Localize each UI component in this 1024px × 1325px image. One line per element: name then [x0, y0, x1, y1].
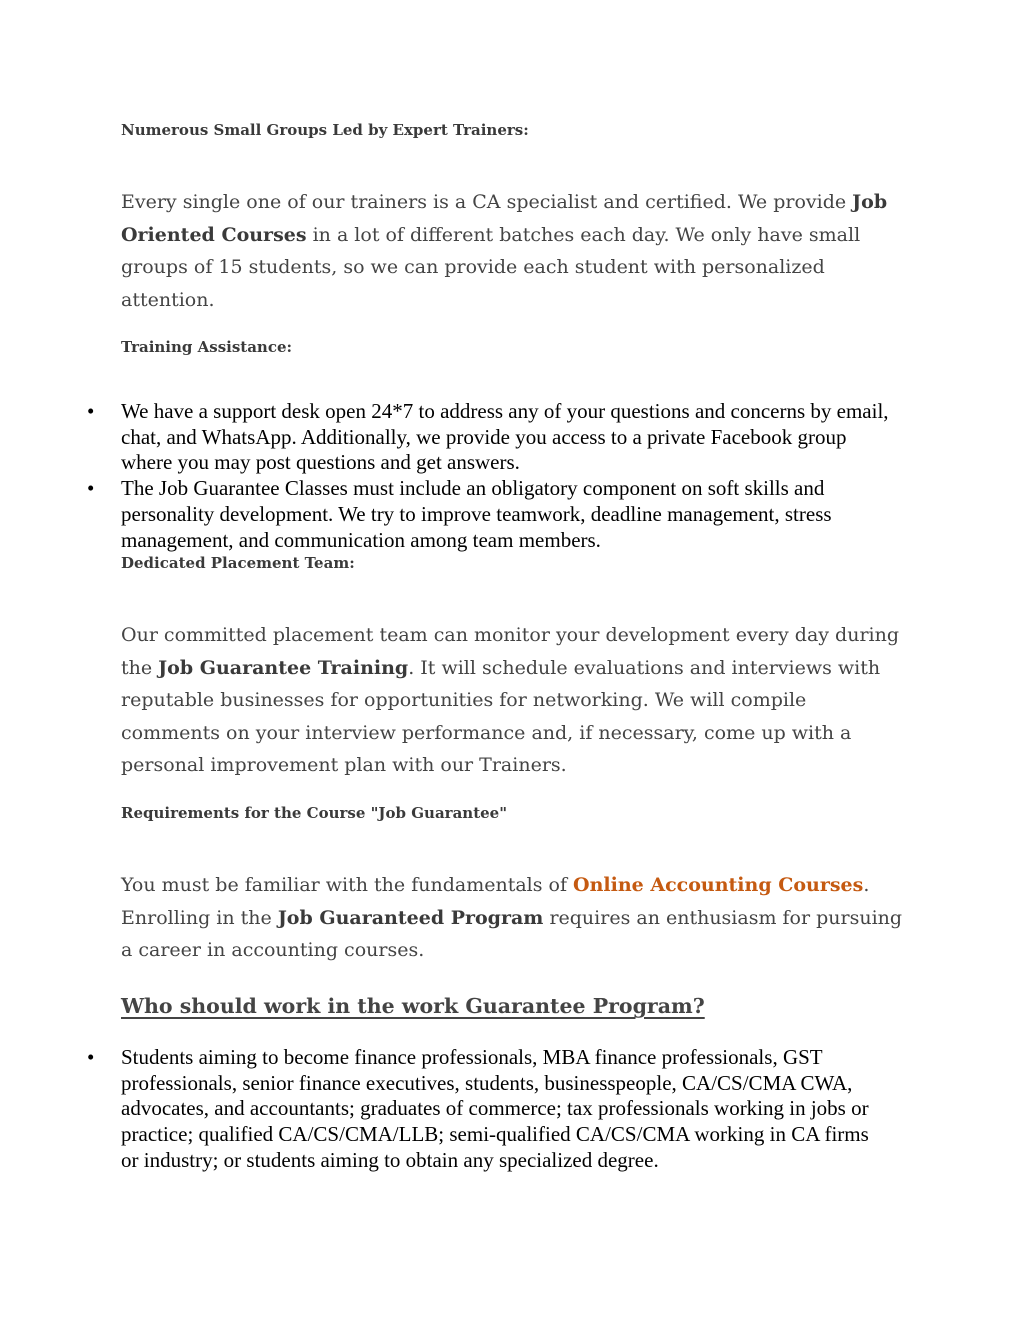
section-heading-training-assistance: Training Assistance: [121, 338, 293, 356]
paragraph-text: Every single one of our trainers is a CA specialist and certified. We provide [121, 191, 853, 213]
paragraph-text: You must be familiar with the fundamentals of [121, 874, 574, 896]
list-item [0, 399, 1000, 476]
bullet-icon: • [87, 476, 95, 501]
paragraph-requirements [121, 869, 911, 967]
list-item [0, 1045, 1000, 1174]
paragraph-text: . Enrolling in the [121, 874, 870, 929]
list-item-text: We have a support desk open 24*7 to address any of your questions and concerns by email, chat, and WhatsApp. Additionally, we provide you access to a private Facebook group where you may post questions and get answers. [121, 399, 889, 475]
section-heading-requirements: Requirements for the Course "Job Guarantee" [121, 804, 508, 822]
training-assistance-list [0, 399, 1000, 553]
list-item-text: Students aiming to become finance professionals, MBA finance professionals, GST professionals, senior finance executives, students, businesspeople, CA/CS/CMA CWA, advocates, and accountants; graduates of commerce; tax professionals working in jobs or practice; qualified CA/CS/CMA/LLB; semi-qualified CA/CS/CMA working in CA firms or industry; or students aiming to obtain any specialized degree. [121, 1045, 869, 1172]
bold-job-guarantee-training: Job Guarantee Training [158, 656, 409, 679]
bullet-icon: • [87, 1045, 95, 1069]
list-item [0, 476, 1000, 553]
bullet-icon: • [87, 399, 95, 423]
bold-job-guaranteed-program: Job Guaranteed Program [277, 906, 544, 929]
section-heading-placement-team: Dedicated Placement Team: [121, 554, 355, 572]
paragraph-text: requires an enthusiasm for pursuing a career in accounting courses. [121, 906, 903, 961]
paragraph-text: . It will schedule evaluations and interviews with reputable businesses for opportunities for networking. We will compile comments on your interview performance and, if necessary, come up with a personal improvement plan with our Trainers. [121, 656, 881, 776]
paragraph-text: Our committed placement team can monitor your development every day during the [121, 624, 900, 679]
paragraph-trainers [121, 186, 911, 316]
who-should-work-list [0, 1045, 1000, 1174]
bold-job-oriented-courses: Job Oriented Courses [121, 191, 888, 246]
paragraph-text: in a lot of different batches each day. We only have small groups of 15 students, so we can provide each student with personalized attention. [121, 223, 861, 311]
section-heading-small-groups: Numerous Small Groups Led by Expert Trainers: [121, 121, 529, 139]
online-accounting-courses-link[interactable]: Online Accounting Courses [573, 874, 864, 896]
section-heading-who-should-work: Who should work in the work Guarantee Program? [121, 994, 705, 1018]
paragraph-placement [121, 619, 911, 782]
list-item-text: The Job Guarantee Classes must include an obligatory component on soft skills and personality development. We try to improve teamwork, deadline management, stress management, and communication among team members. [121, 476, 832, 552]
